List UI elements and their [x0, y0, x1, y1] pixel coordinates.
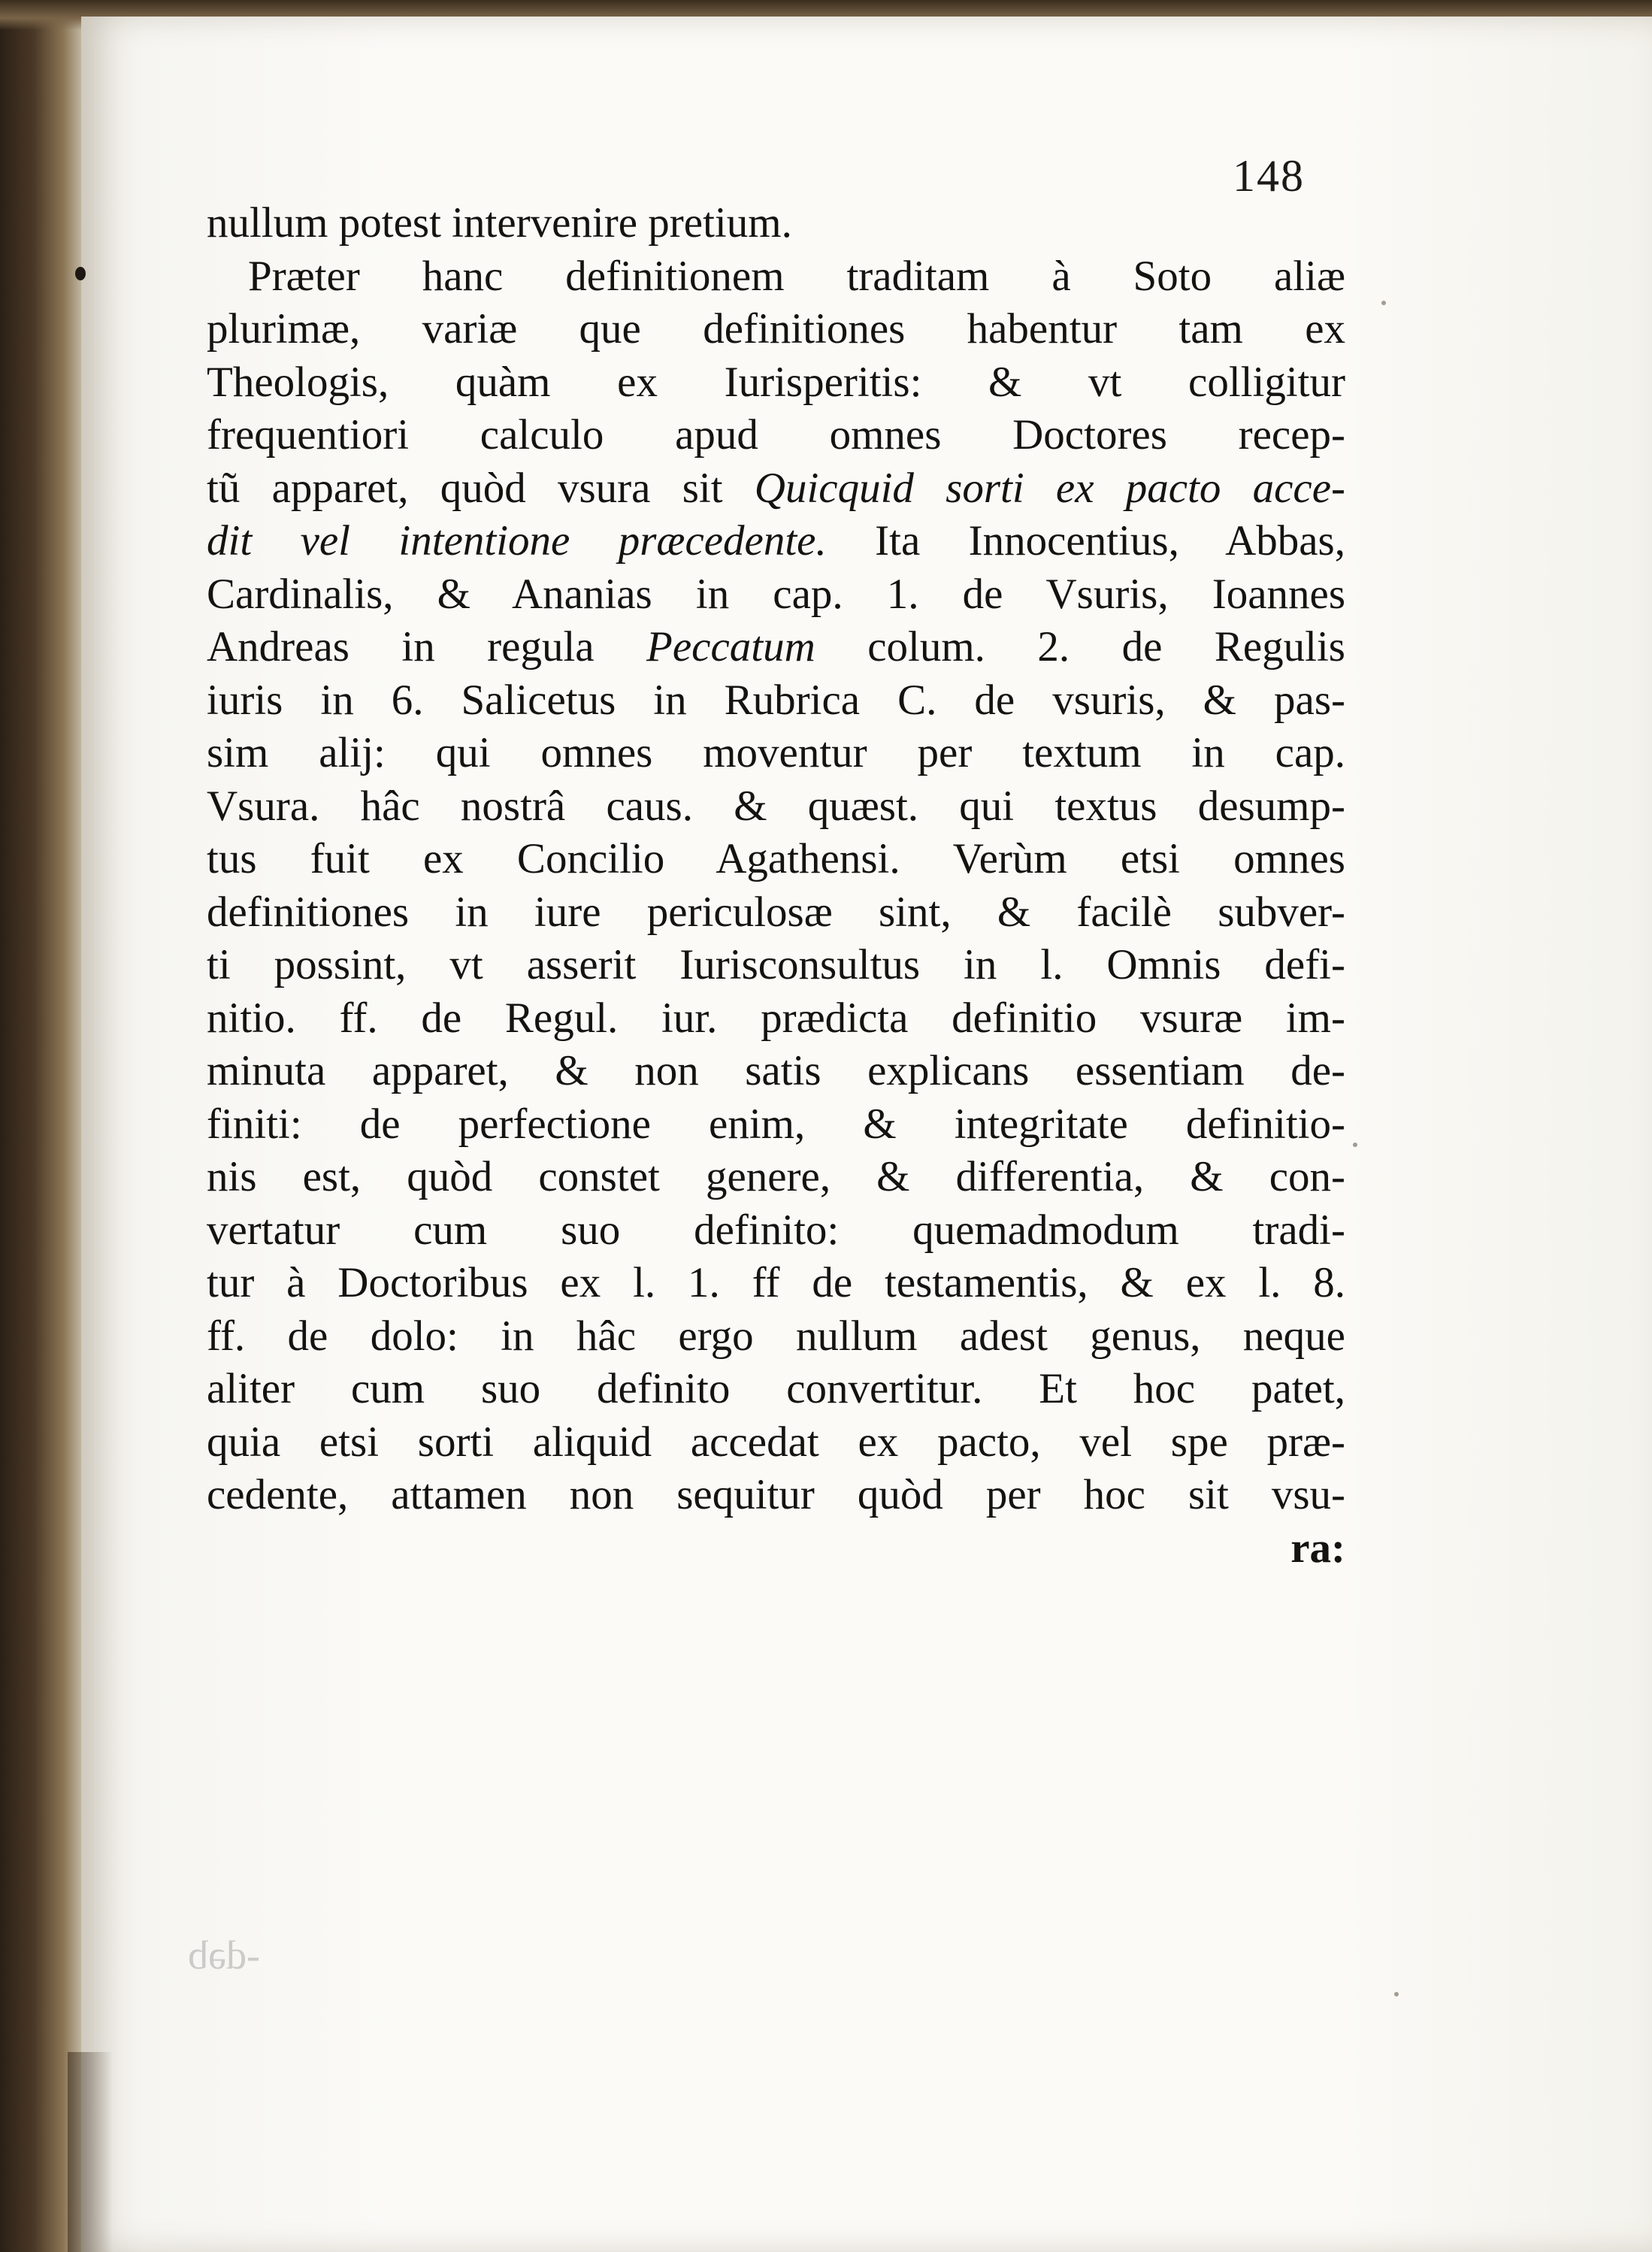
text-line-9: [207, 621, 1345, 674]
text-line-14: definitiones in iure periculosæ sint, & facilè subver-: [207, 888, 1345, 936]
ink-blot: [75, 267, 86, 280]
page-edge-shadow: [68, 2052, 113, 2252]
text-line-4: Theologis, quàm ex Iurisperitis: & vt colligitur: [207, 358, 1345, 406]
italic-peccatum: Peccatum: [646, 623, 815, 670]
text-line-7: [207, 515, 1345, 568]
text-line-9-tail: colum. 2. de Regulis: [815, 623, 1345, 670]
book-binding-left: [0, 0, 84, 2252]
text-line-25: cedente, attamen non sequitur quòd per hoc sit vsu-: [207, 1471, 1345, 1518]
text-line-19: nis est, quòd constet genere, & differentia, & con-: [207, 1153, 1345, 1200]
text-line-22: ff. de dolo: in hâc ergo nullum adest genus, neque: [207, 1312, 1345, 1360]
text-line-9-roman: Andreas in regula: [207, 623, 647, 670]
text-line-16: nitio. ff. de Regul. iur. prædicta definitio vsuræ im-: [207, 994, 1345, 1042]
text-line-2: Præter hanc definitionem traditam à Soto aliæ: [248, 252, 1345, 300]
catchword: ra:: [1290, 1524, 1345, 1572]
page-number: 148: [1233, 151, 1305, 201]
text-line-15: ti possint, vt asserit Iurisconsultus in l. Omnis defi-: [207, 941, 1345, 988]
text-line-18: finiti: de perfectione enim, & integritate definitio-: [207, 1100, 1345, 1148]
text-line-1: nullum potest intervenire pretium.: [207, 199, 792, 247]
text-line-11: sim alij: qui omnes moventur per textum in cap.: [207, 729, 1345, 776]
text-line-24: quia etsi sorti aliquid accedat ex pacto, vel spe præ-: [207, 1418, 1345, 1466]
paper-speck: [1381, 301, 1386, 305]
italic-definition-end: dit vel intentione præcedente.: [207, 517, 827, 565]
text-line-6-roman: tũ apparet, quòd vsura sit: [207, 464, 755, 512]
text-line-7-roman: Ita Innocentius, Abbas,: [826, 517, 1345, 565]
paper-speck: [1394, 1992, 1399, 1996]
text-line-20: vertatur cum suo definito: quemadmodum tradi-: [207, 1206, 1345, 1254]
text-line-21: tur à Doctoribus ex l. 1. ff de testamentis, & ex l. 8.: [207, 1259, 1345, 1306]
text-line-23: aliter cum suo definito convertitur. Et hoc patet,: [207, 1365, 1345, 1412]
text-line-8: Cardinalis, & Ananias in cap. 1. de Vsuris, Ioannes: [207, 570, 1345, 618]
text-line-13: tus fuit ex Concilio Agathensi. Verùm etsi omnes: [207, 835, 1345, 882]
text-line-5: frequentiori calculo apud omnes Doctores recep-: [207, 411, 1345, 459]
bleed-through-text: -dəb: [188, 1933, 260, 1978]
text-line-3: plurimæ, variæ que definitiones habentur tam ex: [207, 305, 1345, 353]
text-line-10: iuris in 6. Salicetus in Rubrica C. de vsuris, & pas-: [207, 676, 1345, 724]
text-line-6: [207, 462, 1345, 516]
paper-speck: [1353, 1143, 1357, 1147]
body-text: [207, 197, 1345, 1575]
text-line-17: minuta apparet, & non satis explicans essentiam de-: [207, 1047, 1345, 1094]
italic-definition-start: Quicquid sorti ex pacto acce-: [754, 464, 1345, 512]
text-line-12: Vsura. hâc nostrâ caus. & quæst. qui textus desump-: [207, 782, 1345, 830]
